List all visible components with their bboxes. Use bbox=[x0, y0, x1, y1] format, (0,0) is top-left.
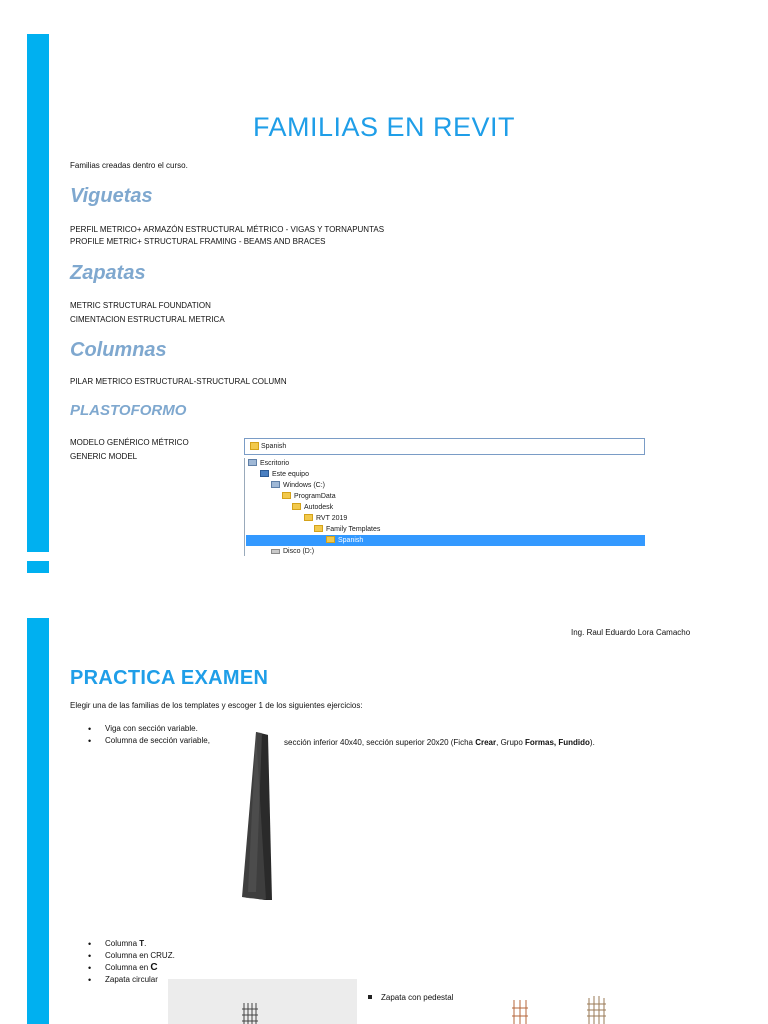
viguetas-line-2: PROFILE METRIC+ STRUCTURAL FRAMING - BEAMS AND BRACES bbox=[70, 237, 326, 246]
column-spec-text: sección inferior 40x40, sección superior 20x20 (Ficha Crear, Grupo Formas, Fundido). bbox=[284, 738, 595, 747]
section-title: PRACTICA EXAMEN bbox=[70, 667, 269, 689]
list-item: • Columna T. bbox=[88, 938, 175, 950]
accent-bar-tab bbox=[27, 561, 49, 573]
tree-item: ProgramData bbox=[282, 491, 336, 502]
tree-divider bbox=[244, 458, 245, 556]
zapatas-line-2: CIMENTACION ESTRUCTURAL METRICA bbox=[70, 315, 225, 324]
exercise-list-a bbox=[88, 723, 210, 747]
tree-item: Windows (C:) bbox=[271, 480, 325, 491]
tree-item: Disco (D:) bbox=[271, 546, 314, 557]
heading-viguetas: Viguetas bbox=[70, 185, 153, 207]
tree-item: Escritorio bbox=[248, 458, 289, 469]
tree-item: Este equipo bbox=[260, 469, 309, 480]
path-bar bbox=[244, 438, 645, 455]
plastoformo-line-2: GENERIC MODEL bbox=[70, 452, 138, 461]
zapatas-line-1: METRIC STRUCTURAL FOUNDATION bbox=[70, 301, 211, 310]
folder-icon bbox=[314, 525, 323, 532]
heading-columnas: Columnas bbox=[70, 339, 167, 361]
page-title: FAMILIAS EN REVIT bbox=[252, 112, 516, 142]
plastoformo-line-1: MODELO GENÉRICO MÉTRICO bbox=[70, 438, 189, 447]
pedestal-rebar-icon bbox=[584, 996, 610, 1024]
accent-bar bbox=[27, 618, 49, 1024]
heading-zapatas: Zapatas bbox=[70, 262, 146, 284]
folder-icon bbox=[250, 442, 259, 450]
list-item: • Columna en C bbox=[88, 962, 175, 974]
square-bullet-icon bbox=[368, 995, 372, 999]
drive-icon bbox=[271, 481, 280, 488]
footing-image bbox=[168, 979, 357, 1024]
list-item: • Viga con sección variable. bbox=[88, 723, 210, 735]
list-item: • Columna en CRUZ. bbox=[88, 950, 175, 962]
list-item: • Zapata circular bbox=[88, 974, 175, 986]
exercise-list-b bbox=[88, 938, 175, 986]
author-name: Ing. Raul Eduardo Lora Camacho bbox=[571, 628, 691, 637]
path-text: Spanish bbox=[261, 443, 287, 450]
folder-icon bbox=[326, 536, 335, 543]
tapered-column-image bbox=[236, 732, 276, 902]
list-item: • Columna de sección variable, bbox=[88, 735, 210, 747]
file-tree-screenshot bbox=[244, 438, 645, 556]
folder-icon bbox=[304, 514, 313, 521]
disk-icon bbox=[271, 549, 280, 554]
desktop-icon bbox=[248, 459, 257, 466]
tree-item: RVT 2019 bbox=[304, 513, 347, 524]
columnas-line-1: PILAR METRICO ESTRUCTURAL-STRUCTURAL COLUMN bbox=[70, 377, 287, 386]
viguetas-line-1: PERFIL METRICO+ ARMAZÓN ESTRUCTURAL MÉTRICO - VIGAS Y TORNAPUNTAS bbox=[70, 225, 385, 234]
tree-item: Family Templates bbox=[314, 524, 380, 535]
tree-item: Autodesk bbox=[292, 502, 333, 513]
pedestal-item: Zapata con pedestal bbox=[368, 993, 454, 1002]
folder-icon bbox=[292, 503, 301, 510]
instruction-text: Elegir una de las familias de los templates y escoger 1 de los siguientes ejercicios: bbox=[70, 701, 363, 710]
computer-icon bbox=[260, 470, 269, 477]
tree-body bbox=[246, 458, 645, 556]
tree-item-selected: Spanish bbox=[246, 535, 645, 546]
folder-icon bbox=[282, 492, 291, 499]
pedestal-rebar-icon bbox=[508, 998, 532, 1024]
intro-text: Familias creadas dentro el curso. bbox=[70, 161, 188, 170]
heading-plastoformo: PLASTOFORMO bbox=[70, 402, 187, 419]
rebar-cage-icon bbox=[168, 979, 357, 1024]
